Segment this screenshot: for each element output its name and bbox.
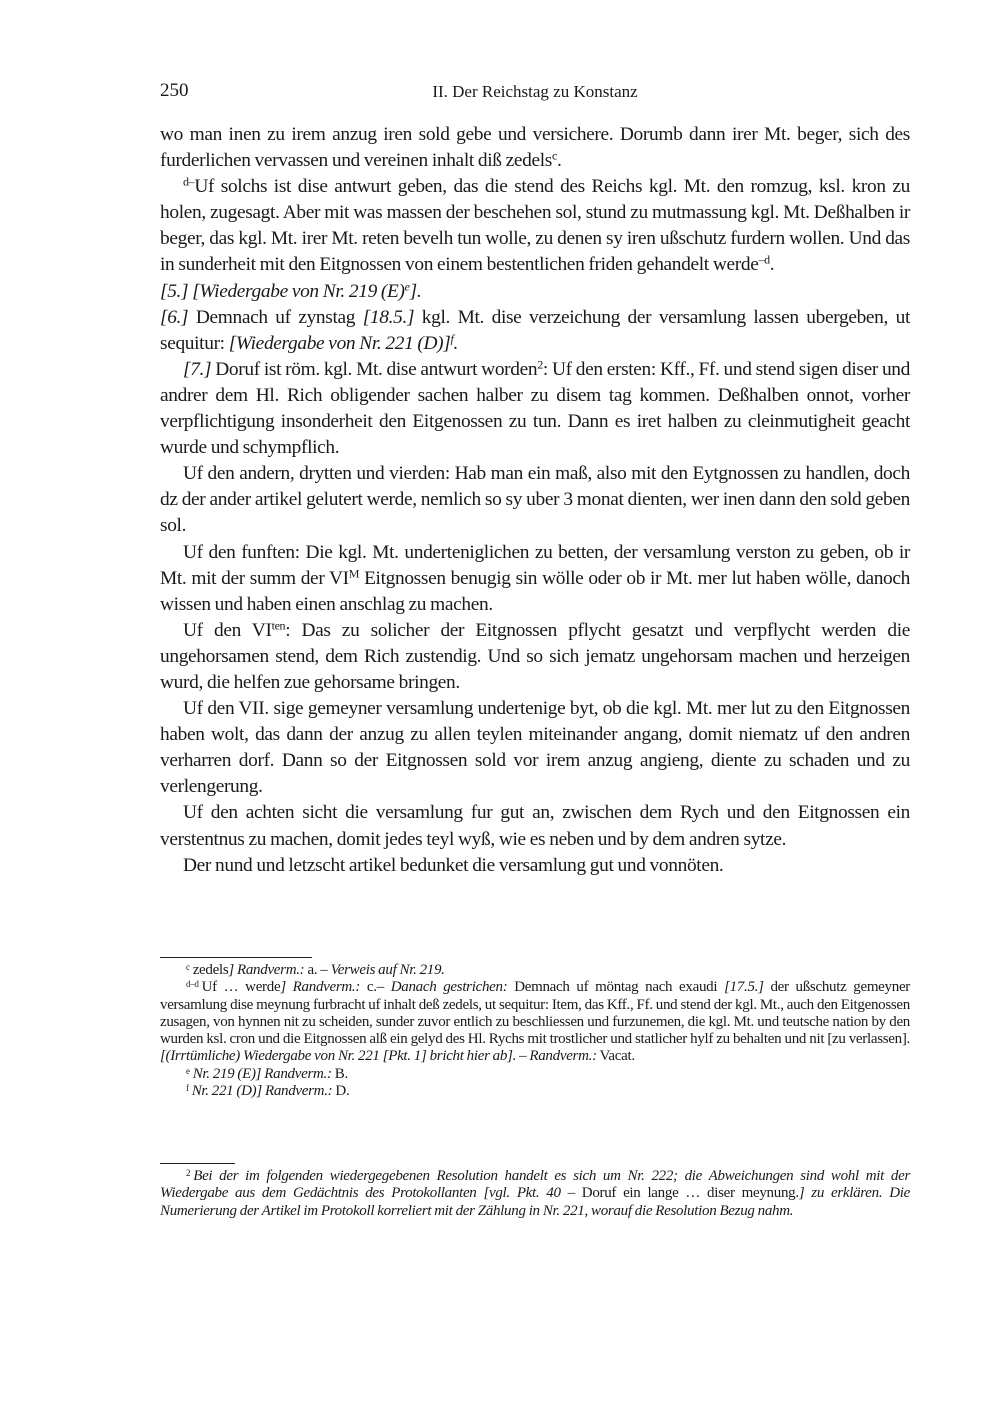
paragraph-7: [7.] Doruf ist röm. kgl. Mt. dise antwurt worden$^2$: Uf den ersten: Kff., Ff. und stend sigen diser und andrer dem Hl. Rich obligender sachen halber zu disem tag kommen. Deßhalben onnot, vorher verpflichtigung insonderheit den Eitgenossen zu tun. Dann es iret halben zu cleinmutigheit geacht wurde und schympflich. [160,357,910,459]
date-annotation: [18.5.] [362,306,415,328]
paragraph-article-9: Der nund und letzscht artikel bedunket die versamlung gut und vonnöten. [183,854,724,876]
note-ref-d-open[interactable]: d– [183,174,195,189]
paragraph-1: wo man inen zu irem anzug iren sold gebe und versichere. Dorumb dann irer Mt. beger, sich des furderlichen vervassen und vereinen inhalt diß zedels$^c$. [160,124,910,172]
footnote-d: $^{d-d}$ Uf … werde] Randverm.: c.– Danach gestrichen: Demnach uf möntag nach exaudi [17.5.] der ußschutz gemeyner versamlung dise meynung furbracht uf inhalt deß zedels, ut sequitur: Item, das Kff., Ff. und stend der kgl. Mt., auch den Eitgenossen zusagen, von hynnen nit zu scheiden, sunder zuvor entlich zu beschliessen und furzunemen, die kgl. Mt. und teutsche nation by den wurden ksl. cron und die Eitgnossen alß ein gelyd des Hl. Rychs mit trostlicher und statlicher hylf zu behalten und nit [zu verlassen]. [(Irrtümliche) Wiedergabe von Nr. 221 [Pkt. 1] bricht hier ab]. – Randverm.: Vacat. [160,979,910,1065]
footnote-separator [160,957,312,958]
page-number: 250 [160,80,189,101]
note-ref-c[interactable]: c [551,148,557,163]
commentary-apparatus [160,1168,910,1220]
textual-apparatus [160,962,910,1100]
running-title: II. Der Reichstag zu Konstanz [432,82,638,101]
paragraph-5-reference: [5.] [Wiedergabe von Nr. 219 $(E)^e$]. [160,278,422,302]
paragraph-article-8: Uf den achten sicht die versamlung fur gut an, zwischen dem Rych und den Eitgnossen ein verstentnus zu machen, domit jedes teyl wyß, wie es neben und by dem andren sytze. [160,802,910,850]
note-ref-e[interactable]: e [404,278,410,293]
commentary-separator [160,1163,235,1164]
footnote-c: $^c$ zedels] Randverm.: a. – Verweis auf Nr. 219. [186,961,445,978]
footnote-2: $^2$ Bei der im folgenden wiedergegebenen Resolution handelt es sich um Nr. 222; die Abweichungen sind wohl mit der Wiedergabe aus dem Gedächtnis des Protokollanten [vgl. Pkt. 40 – Doruf ein lange … diser meynung.] zu erklären. Die Numerierung der Artikel im Protokoll korreliert mit der Zählung in Nr. 221, worauf die Resolution Bezug nahm. [160,1167,910,1219]
paragraph-article-5: Uf den funften: Die kgl. Mt. underteniglichen zu betten, der versamlung verston zu geben, ob ir Mt. mit der summ der $VI^M$ Eitgnossen benugig sin wölle oder ob ir Mt. mer lut haben wölle, danoch wissen und haben einen anschlag zu machen. [160,541,910,615]
running-head [160,80,910,106]
footnote-e: $^e$ Nr. 219 (E)] Randverm.: B. [186,1065,348,1082]
section-number: [7.] [183,358,212,380]
main-text [160,122,910,879]
paragraph-6: [6.] Demnach uf zynstag [18.5.] kgl. Mt. dise verzeichung der versamlung lassen ubergeben, ut sequitur: [Wiedergabe von Nr. 221 (D)]$^f$. [160,306,910,354]
paragraph-article-6: Uf den $VI^{ten}$: Das zu solicher der Eitgnossen pflycht gesatzt und verpflycht werden die ungehorsamen stend, dem Rich zustendig. Und so sich jematz ungehorsam machen und herzeigen wurd, die helfen zue gehorsame bringen. [160,618,910,693]
paragraph-article-7: Uf den VII. sige gemeyner versamlung undertenige byt, ob die kgl. Mt. mer lut zu den Eitgnossen haben wolt, das dann der anzug zu allen teylen miteinander angang, domit niematz uf den andren verharren dorf. Dann so der Eitgnossen sold vor irem anzug angieng, diente zu schaden und zu verlengerung. [160,698,910,798]
paragraph-article-2-4: Uf den andern, drytten und vierden: Hab man ein maß, also mit den Eytgnossen zu handlen, doch dz der ander artikel gelutert werde, nemlich so sy uber 3 monat dienten, wer inen dann den sold geben sol. [160,463,910,537]
note-ref-2[interactable]: 2 [537,357,543,372]
note-ref-f[interactable]: f [450,331,454,346]
paragraph-2: $^{d-}$Uf solchs ist dise antwurt geben, das die stend des Reichs kgl. Mt. den romzug, ksl. kron zu holen, zugesagt. Aber mit was massen der beschehen sol, stund zu mutmassung kgl. Mt. Deßhalben ir beger, das kgl. Mt. irer Mt. reten bevelh tun wolle, zu denen sy iren ußschutz furdern wollen. Und das in sunderheit mit den Eitgnossen von einem bestentlichen friden gehandelt werde$^{-d}$. [160,174,910,276]
note-ref-d-close[interactable]: –d [758,252,770,267]
footnote-f: $^f$ Nr. 221 (D)] Randverm.: D. [186,1083,350,1100]
section-number: [6.] [160,306,189,328]
